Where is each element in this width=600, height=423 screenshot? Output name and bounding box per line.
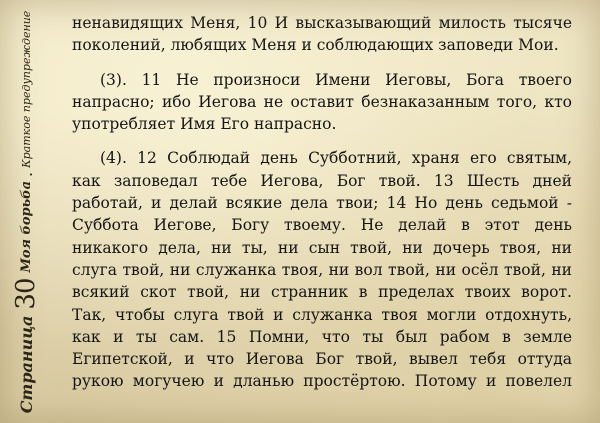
text-line: как заповедал тебе Иегова, Бог твой. 13 Шесть дней bbox=[72, 171, 572, 190]
text-line: Так, чтобы слуга твой и служанка твоя могли отдохнуть, bbox=[72, 305, 572, 324]
text-line: как и ты сам. 15 Помни, что ты был рабом в земле bbox=[72, 327, 572, 346]
text-line: поколений, любящих Меня и соблюдающих заповеди Мои. bbox=[72, 36, 559, 55]
paragraph-3 bbox=[72, 147, 572, 392]
text-line: употребляет Имя Его напрасно. bbox=[72, 115, 337, 134]
separator-dot: . bbox=[16, 171, 36, 177]
paragraph-1 bbox=[72, 12, 572, 57]
page-number: 30 bbox=[11, 278, 41, 310]
page-sidebar bbox=[0, 0, 52, 423]
page-body bbox=[72, 12, 572, 405]
text-line: (3). 11 Не произноси Имени Иеговы, Бога твоего bbox=[100, 70, 572, 89]
text-line: всякий скот твой, ни странник в пределах твоих ворот. bbox=[72, 283, 572, 302]
text-line: работай, и делай всякие дела твои; 14 Но день седьмой - bbox=[72, 194, 572, 213]
book-title: Моя борьба bbox=[18, 180, 34, 273]
text-line: (4). 12 Соблюдай день Субботний, храня его святым, bbox=[100, 149, 572, 168]
text-line: рукою могучею и дланью простёртою. Потому и повелел bbox=[72, 372, 572, 391]
text-line: никакого дела, ни ты, ни сын твой, ни дочерь твоя, ни bbox=[72, 238, 572, 257]
sidebar-caption bbox=[11, 11, 41, 414]
page-label: Страница bbox=[16, 315, 36, 414]
book-subtitle: Краткое предупреждение bbox=[19, 10, 33, 168]
text-line: ненавидящих Меня, 10 И высказывающий милость тысяче bbox=[72, 14, 572, 32]
text-line: Египетской, и что Иегова Бог твой, вывел тебя оттуда bbox=[72, 350, 572, 369]
text-line: напрасно; ибо Иегова не оставит безнаказанным того, кто bbox=[72, 92, 572, 111]
text-line: слуга твой, ни служанка твоя, ни вол твой, ни осёл твой, ни bbox=[72, 260, 572, 279]
paragraph-2 bbox=[72, 69, 572, 136]
text-line: Суббота Иегове, Богу твоему. Не делай в этот день bbox=[72, 216, 572, 235]
